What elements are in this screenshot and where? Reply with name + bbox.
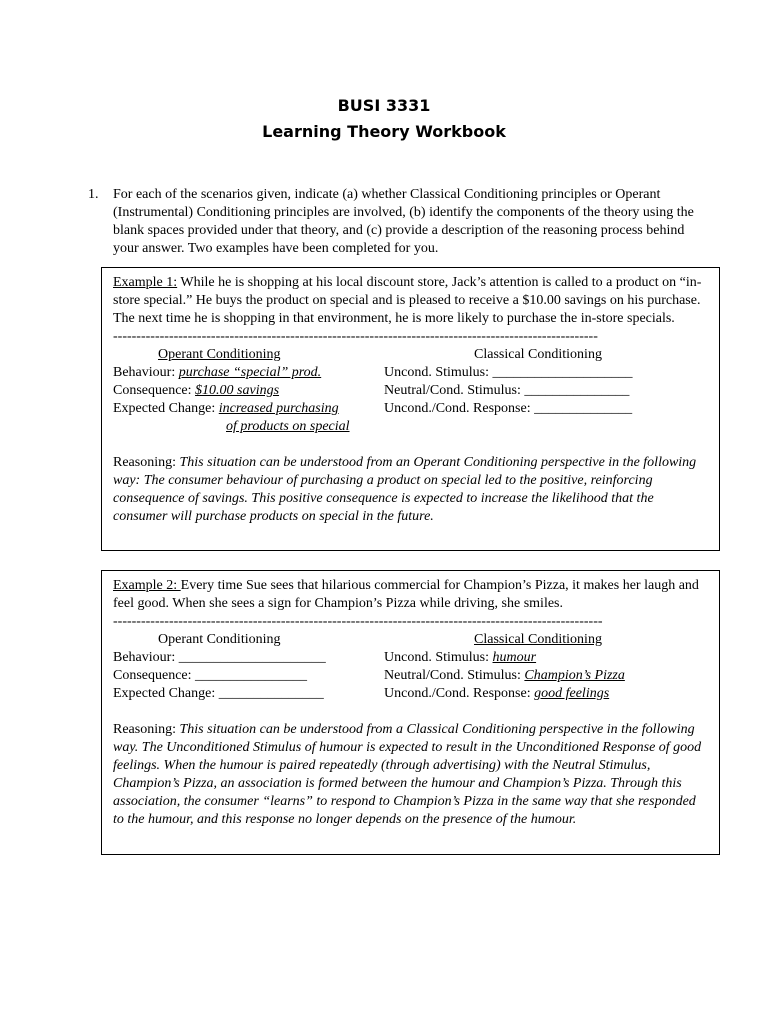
example-1-scenario-text: While he is shopping at his local discount store, Jack’s attention is called to a product on “in-store special.” He buys the product on special and is pleased to receive a $10.00 savings on his purchase. The next time he is shopping in that environment, he is more likely to purchase the in-store specials. bbox=[113, 275, 702, 326]
question-1 bbox=[88, 186, 698, 258]
uncond-stimulus-row bbox=[384, 649, 704, 667]
behaviour-label: Behaviour: bbox=[113, 365, 179, 380]
response-label: Uncond./Cond. Response: bbox=[384, 401, 535, 416]
expected-change-row bbox=[113, 685, 384, 703]
consequence-label: Consequence: bbox=[113, 383, 196, 398]
example-1-scenario bbox=[113, 274, 709, 328]
reasoning-text: This situation can be understood from a Classical Conditioning perspective in the following way. The Unconditioned Stimulus of humour is expected to result in the Unconditioned Response of good feelings. When the humour is paired repeatedly (through advertising) with the Neutral Stimulus, Champion’s Pizza, an association is formed between the humour and Champion’s Pizza. Through this association, the consumer “learns” to respond to Champion’s Pizza in the same way that she responded to the humour, and this response no longer depends on the presence of the humour. bbox=[113, 722, 702, 827]
expected-change-label: Expected Change: bbox=[113, 686, 219, 701]
example-1-box bbox=[101, 267, 720, 551]
behaviour-label: Behaviour: bbox=[113, 650, 179, 665]
neutral-stimulus-row bbox=[384, 667, 704, 685]
expected-change-blank: _______________ bbox=[218, 686, 324, 701]
expected-change-row bbox=[113, 400, 384, 418]
response-row bbox=[384, 685, 704, 703]
expected-change-label: Expected Change: bbox=[113, 401, 219, 416]
consequence-value: $10.00 savings bbox=[195, 383, 280, 398]
consequence-label: Consequence: bbox=[113, 668, 196, 683]
uncond-stimulus-blank: ____________________ bbox=[492, 365, 633, 380]
example-2-scenario bbox=[113, 577, 709, 613]
example-2-reasoning bbox=[113, 721, 709, 829]
divider: -------------------------------------------------------------------------------------------------------- bbox=[113, 329, 598, 344]
neutral-stimulus-value: Champion’s Pizza bbox=[524, 668, 625, 683]
consequence-row bbox=[113, 667, 384, 685]
operant-column bbox=[113, 631, 384, 703]
classical-column bbox=[384, 346, 704, 436]
classical-header: Classical Conditioning bbox=[474, 347, 602, 362]
neutral-stimulus-row bbox=[384, 382, 704, 400]
response-value: good feelings bbox=[534, 686, 610, 701]
operant-header: Operant Conditioning bbox=[158, 632, 281, 647]
response-row bbox=[384, 400, 704, 418]
uncond-stimulus-label: Uncond. Stimulus: bbox=[384, 365, 493, 380]
course-code: BUSI 3331 bbox=[337, 96, 431, 115]
example-1-columns bbox=[113, 346, 709, 436]
divider: --------------------------------------------------------------------------------------------------------- bbox=[113, 614, 603, 629]
consequence-blank: ________________ bbox=[195, 668, 308, 683]
neutral-stimulus-label: Neutral/Cond. Stimulus: bbox=[384, 383, 525, 398]
reasoning-text: This situation can be understood from an Operant Conditioning perspective in the following way: The consumer behaviour of purchasing a product on special led to the positive, reinforcing consequence of savings. This positive consequence is expected to increase the likelihood that the consumer will purchase products on special in the future. bbox=[113, 455, 697, 524]
uncond-stimulus-label: Uncond. Stimulus: bbox=[384, 650, 493, 665]
uncond-stimulus-row bbox=[384, 364, 704, 382]
expected-change-row-2 bbox=[113, 418, 384, 436]
reasoning-label: Reasoning: bbox=[113, 722, 180, 737]
example-2-box bbox=[101, 570, 720, 855]
classical-column bbox=[384, 631, 704, 703]
example-2-columns bbox=[113, 631, 709, 703]
question-text: For each of the scenarios given, indicate (a) whether Classical Conditioning principles or Operant (Instrumental) Conditioning principles are involved, (b) identify the components of the theory using the blank spaces provided under that theory, and (c) provide a description of the reasoning process behind your answer. Two examples have been completed for you. bbox=[113, 187, 694, 256]
uncond-stimulus-value: humour bbox=[492, 650, 537, 665]
page-title: Learning Theory Workbook bbox=[262, 122, 506, 141]
question-number: 1. bbox=[88, 187, 99, 202]
operant-column bbox=[113, 346, 384, 436]
example-1-reasoning bbox=[113, 454, 709, 526]
response-label: Uncond./Cond. Response: bbox=[384, 686, 535, 701]
reasoning-label: Reasoning: bbox=[113, 455, 180, 470]
expected-change-value-2: of products on special bbox=[226, 419, 350, 434]
behaviour-blank: _____________________ bbox=[178, 650, 326, 665]
expected-change-value: increased purchasing bbox=[218, 401, 339, 416]
neutral-stimulus-label: Neutral/Cond. Stimulus: bbox=[384, 668, 525, 683]
operant-header: Operant Conditioning bbox=[158, 347, 281, 362]
classical-header: Classical Conditioning bbox=[474, 632, 602, 647]
example-2-label: Example 2: bbox=[113, 578, 181, 593]
behaviour-row bbox=[113, 364, 384, 382]
neutral-stimulus-blank: _______________ bbox=[524, 383, 630, 398]
consequence-row bbox=[113, 382, 384, 400]
example-2-scenario-text: Every time Sue sees that hilarious commercial for Champion’s Pizza, it makes her laugh and feel good. When she sees a sign for Champion’s Pizza while driving, she smiles. bbox=[113, 578, 699, 611]
response-blank: ______________ bbox=[534, 401, 633, 416]
example-1-label: Example 1: bbox=[113, 275, 178, 290]
behaviour-row bbox=[113, 649, 384, 667]
behaviour-value: purchase “special” prod. bbox=[178, 365, 322, 380]
